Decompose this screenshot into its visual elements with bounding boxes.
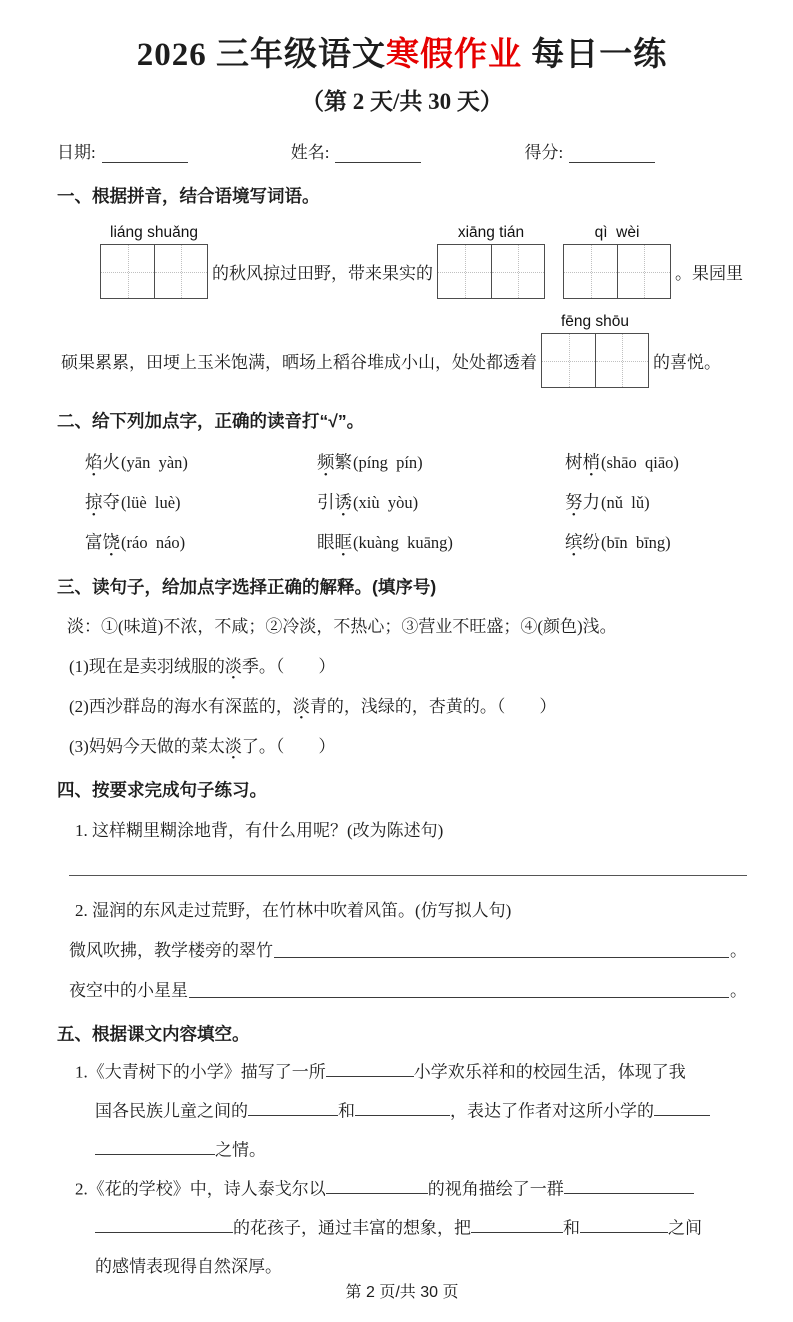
target-char: 焰 — [85, 452, 103, 472]
section1-row1 — [100, 224, 747, 299]
date-label: 日期: — [57, 143, 96, 162]
text-segment: 的视角描绘了一群 — [427, 1179, 564, 1199]
word-char: 夺 — [102, 492, 120, 512]
answer-blank[interactable] — [580, 1216, 668, 1233]
grid-cell[interactable] — [564, 245, 617, 298]
score-field — [524, 138, 655, 163]
title-highlight: 寒假作业 — [386, 37, 522, 73]
date-blank[interactable] — [102, 145, 188, 163]
fill-row-2 — [69, 976, 747, 1001]
pinyin-label: xiāng tián — [457, 224, 525, 241]
pinyin-options[interactable]: (bīn bīng) — [601, 533, 671, 552]
text-segment: 之间 — [668, 1218, 702, 1238]
question-1: 1. 这样糊里糊涂地背，有什么用呢？(改为陈述句) — [75, 821, 444, 840]
fill-in-line — [95, 1255, 747, 1280]
tianzige-grid[interactable] — [100, 244, 208, 299]
answer-line[interactable] — [69, 875, 747, 876]
tianzige-grid[interactable] — [437, 244, 545, 299]
pinyin-options[interactable]: (yān yàn) — [121, 453, 188, 472]
target-char: 梢 — [582, 452, 600, 472]
pronunciation-item — [85, 529, 317, 554]
answer-blank[interactable] — [355, 1099, 450, 1116]
section3-heading: 三、读句子，给加点字选择正确的解释。(填序号) — [57, 577, 437, 597]
title-pre: 2026 三年级语文 — [136, 37, 386, 73]
definitions-line: 淡：①(味道)不浓，不咸；②冷淡，不热心；③营业不旺盛；④(颜色)浅。 — [67, 617, 617, 636]
writing-grid-unit — [100, 224, 208, 299]
answer-blank[interactable] — [95, 1138, 215, 1155]
grid-cell[interactable] — [617, 245, 670, 298]
answer-blank[interactable] — [471, 1216, 563, 1233]
text-segment: 小学欢乐祥和的校园生活，体现了我 — [413, 1062, 686, 1082]
answer-blank[interactable] — [274, 944, 729, 958]
sentence-text: 的秋风掠过田野，带来果实的 — [212, 264, 433, 283]
pronunciation-item — [565, 449, 747, 474]
text-segment: 2.《花的学校》中，诗人泰戈尔以 — [75, 1179, 326, 1199]
target-char: 诱 — [334, 492, 352, 512]
fill-in-line — [75, 1060, 747, 1085]
grid-cell[interactable] — [154, 245, 207, 298]
pronunciation-item — [565, 489, 747, 514]
section1-heading: 一、根据拼音，结合语境写词语。 — [57, 186, 320, 206]
grid-cell[interactable] — [595, 334, 648, 387]
text-segment: ，表达了作者对这所小学的 — [450, 1101, 654, 1121]
target-char: 努 — [565, 492, 583, 512]
sentence-2 — [69, 692, 747, 717]
text-segment: 之情。 — [215, 1140, 266, 1160]
fill-row-1 — [69, 936, 747, 961]
question-2: 2. 湿润的东风走过荒野，在竹林中吹着风笛。(仿写拟人句) — [75, 901, 512, 920]
section1-row2 — [57, 313, 747, 388]
text-segment: 国各民族儿童之间的 — [95, 1101, 248, 1121]
pinyin-options[interactable]: (shāo qiāo) — [601, 453, 679, 472]
section5-heading: 五、根据课文内容填空。 — [57, 1024, 250, 1044]
prompt-text: 夜空中的小星星 — [69, 981, 188, 1000]
sentence-3 — [69, 732, 747, 757]
end-punctuation: 。 — [730, 941, 747, 960]
answer-blank[interactable] — [189, 984, 729, 998]
page-subtitle: （第 2 天/共 30 天） — [301, 89, 503, 114]
pinyin-options[interactable]: (nǔ lǔ) — [601, 493, 650, 512]
name-label: 姓名: — [290, 143, 330, 162]
pinyin-options[interactable]: (píng pín) — [353, 453, 423, 472]
writing-grid-unit — [563, 224, 671, 299]
pronunciation-item — [317, 529, 565, 554]
word-char: 纷 — [582, 532, 600, 552]
fill-in-line — [95, 1216, 747, 1241]
text-segment: 和 — [338, 1101, 355, 1121]
page-number: 第 2 页/共 30 页 — [345, 1284, 459, 1302]
text-segment: 了。（ ） — [241, 737, 336, 756]
pinyin-options[interactable]: (ráo náo) — [121, 533, 186, 552]
fill-in-line — [75, 1177, 747, 1202]
text-segment: (1)现在是卖羽绒服的 — [69, 657, 225, 676]
text-segment: 1.《大青树下的小学》描写了一所 — [75, 1062, 326, 1082]
text-segment: 和 — [563, 1218, 580, 1238]
grid-cell[interactable] — [491, 245, 544, 298]
text-segment: 青的，浅绿的，杏黄的。（ ） — [309, 697, 557, 716]
tianzige-grid[interactable] — [541, 333, 649, 388]
page-title — [57, 28, 747, 75]
text-segment: (2)西沙群岛的海水有深蓝的， — [69, 697, 293, 716]
prompt-text: 微风吹拂，教学楼旁的翠竹 — [69, 941, 273, 960]
answer-blank[interactable] — [564, 1177, 694, 1194]
dotted-char: 淡 — [224, 737, 242, 756]
sentence-1 — [69, 652, 747, 677]
end-punctuation: 。 — [730, 981, 747, 1000]
word-char: 火 — [102, 452, 120, 472]
target-char: 频 — [317, 452, 335, 472]
date-field — [57, 138, 188, 163]
pinyin-options[interactable]: (kuàng kuāng) — [353, 533, 453, 552]
pronunciation-item — [317, 489, 565, 514]
target-char: 缤 — [565, 532, 583, 552]
text-segment: 季。（ ） — [241, 657, 336, 676]
info-row — [57, 138, 747, 163]
word-char: 眼 — [317, 532, 335, 552]
target-char: 饶 — [102, 532, 120, 552]
pinyin-label: liáng shuǎng — [110, 224, 198, 241]
word-char: 力 — [582, 492, 600, 512]
word-char: 引 — [317, 492, 335, 512]
text-segment: 的花孩子，通过丰富的想象，把 — [233, 1218, 471, 1238]
answer-blank[interactable] — [248, 1099, 338, 1116]
grid-cell[interactable] — [101, 245, 154, 298]
tianzige-grid[interactable] — [563, 244, 671, 299]
fill-in-line — [95, 1099, 747, 1124]
pinyin-label: fēng shōu — [560, 313, 630, 330]
writing-grid-unit — [437, 224, 545, 299]
target-char: 眶 — [334, 532, 352, 552]
word-char: 繁 — [334, 452, 352, 472]
name-field — [291, 138, 422, 163]
score-blank[interactable] — [569, 145, 655, 163]
answer-blank[interactable] — [326, 1060, 414, 1077]
answer-blank[interactable] — [95, 1216, 233, 1233]
sentence-text: 。果园里 — [675, 264, 743, 283]
answer-blank[interactable] — [326, 1177, 428, 1194]
pinyin-label: qì wèi — [594, 224, 640, 241]
pronunciation-item — [85, 449, 317, 474]
pronunciation-grid — [85, 449, 747, 554]
name-blank[interactable] — [335, 145, 421, 163]
pronunciation-item — [565, 529, 747, 554]
pinyin-options[interactable]: (xiù yòu) — [353, 493, 419, 512]
word-char: 树 — [565, 452, 583, 472]
writing-grid-unit — [541, 313, 649, 388]
section4-heading: 四、按要求完成句子练习。 — [57, 780, 267, 800]
section2-heading: 二、给下列加点字，正确的读音打“√”。 — [57, 411, 365, 431]
target-char: 掠 — [85, 492, 103, 512]
sentence-text: 的喜悦。 — [653, 353, 721, 372]
dotted-char: 淡 — [224, 657, 242, 676]
text-segment: 的感情表现得自然深厚。 — [95, 1256, 282, 1276]
title-post: 每日一练 — [522, 37, 668, 73]
grid-cell[interactable] — [542, 334, 595, 387]
pinyin-options[interactable]: (lüè luè) — [121, 493, 181, 512]
answer-blank[interactable] — [654, 1099, 710, 1116]
sentence-text: 硕果累累，田埂上玉米饱满，晒场上稻谷堆成小山，处处都透着 — [61, 353, 537, 372]
pronunciation-item — [85, 489, 317, 514]
text-segment: (3)妈妈今天做的菜太 — [69, 737, 225, 756]
dotted-char: 淡 — [292, 697, 310, 716]
score-label: 得分: — [524, 143, 564, 162]
fill-in-line — [95, 1138, 747, 1163]
word-char: 富 — [85, 532, 103, 552]
pronunciation-item — [317, 449, 565, 474]
grid-cell[interactable] — [438, 245, 491, 298]
